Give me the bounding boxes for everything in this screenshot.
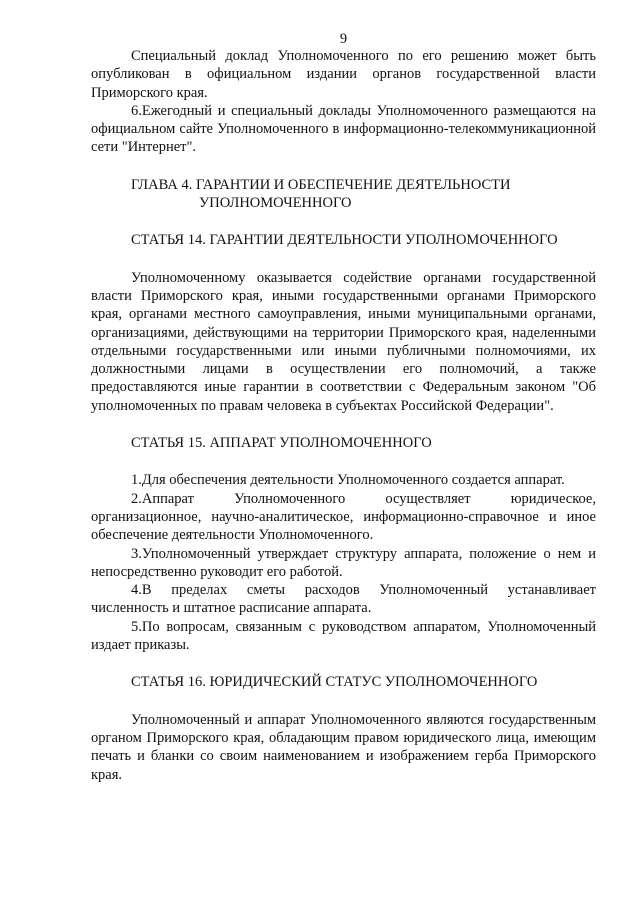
document-body	[91, 47, 596, 784]
article-15-item-2: 2.Аппарат Уполномоченного осуществляет юридическое, организационное, научно-аналитическое, информационно-справочное и иное обеспечение деятельности Уполномоченного.	[91, 490, 596, 544]
chapter-heading: ГЛАВА 4. ГАРАНТИИ И ОБЕСПЕЧЕНИЕ ДЕЯТЕЛЬНОСТИ УПОЛНОМОЧЕННОГО	[131, 176, 511, 212]
article-14-heading: СТАТЬЯ 14. ГАРАНТИИ ДЕЯТЕЛЬНОСТИ УПОЛНОМОЧЕННОГО	[131, 232, 558, 249]
article-15-item-4: 4.В пределах сметы расходов Уполномоченный устанавливает численность и штатное расписание аппарата.	[91, 582, 596, 617]
article-14-text: Уполномоченному оказывается содействие органами государственной власти Приморского края, иными государственными органами Приморского края, органами местного самоуправления, иными муниципальными органами, организациями, действующими на территории Приморского края, наделенными отдельными государственными или иными публичными полномочиями, их должностными лицами в осуществлении его полномочий, а также предоставляются иные гарантии в соответствии с Федеральным законом "Об уполномоченных по правам человека в субъектах Российской Федерации".	[91, 269, 596, 414]
page-number: 9	[339, 31, 348, 47]
article-15-heading: СТАТЬЯ 15. АППАРАТ УПОЛНОМОЧЕННОГО	[131, 435, 432, 452]
article-16-heading: СТАТЬЯ 16. ЮРИДИЧЕСКИЙ СТАТУС УПОЛНОМОЧЕННОГО	[131, 674, 538, 691]
paragraph-special-report: Специальный доклад Уполномоченного по его решению может быть опубликован в официальном издании органов государственной власти Приморского края.	[91, 48, 596, 101]
article-15-item-1: 1.Для обеспечения деятельности Уполномоченного создается аппарат.	[131, 472, 565, 489]
paragraph-report-publication: 6.Ежегодный и специальный доклады Уполномоченного размещаются на официальном сайте Уполномоченного в информационно-телекоммуникационной сети "Интернет".	[91, 102, 596, 156]
article-16-text: Уполномоченный и аппарат Уполномоченного являются государственным органом Приморского края, обладающим правом юридического лица, имеющим печать и бланки со своим наименованием и изображением герба Приморского края.	[91, 711, 596, 783]
article-15-item-3: 3.Уполномоченный утверждает структуру аппарата, положение о нем и непосредственно руководит его работой.	[91, 545, 596, 580]
article-15-item-5: 5.По вопросам, связанным с руководством аппаратом, Уполномоченный издает приказы.	[91, 618, 596, 654]
